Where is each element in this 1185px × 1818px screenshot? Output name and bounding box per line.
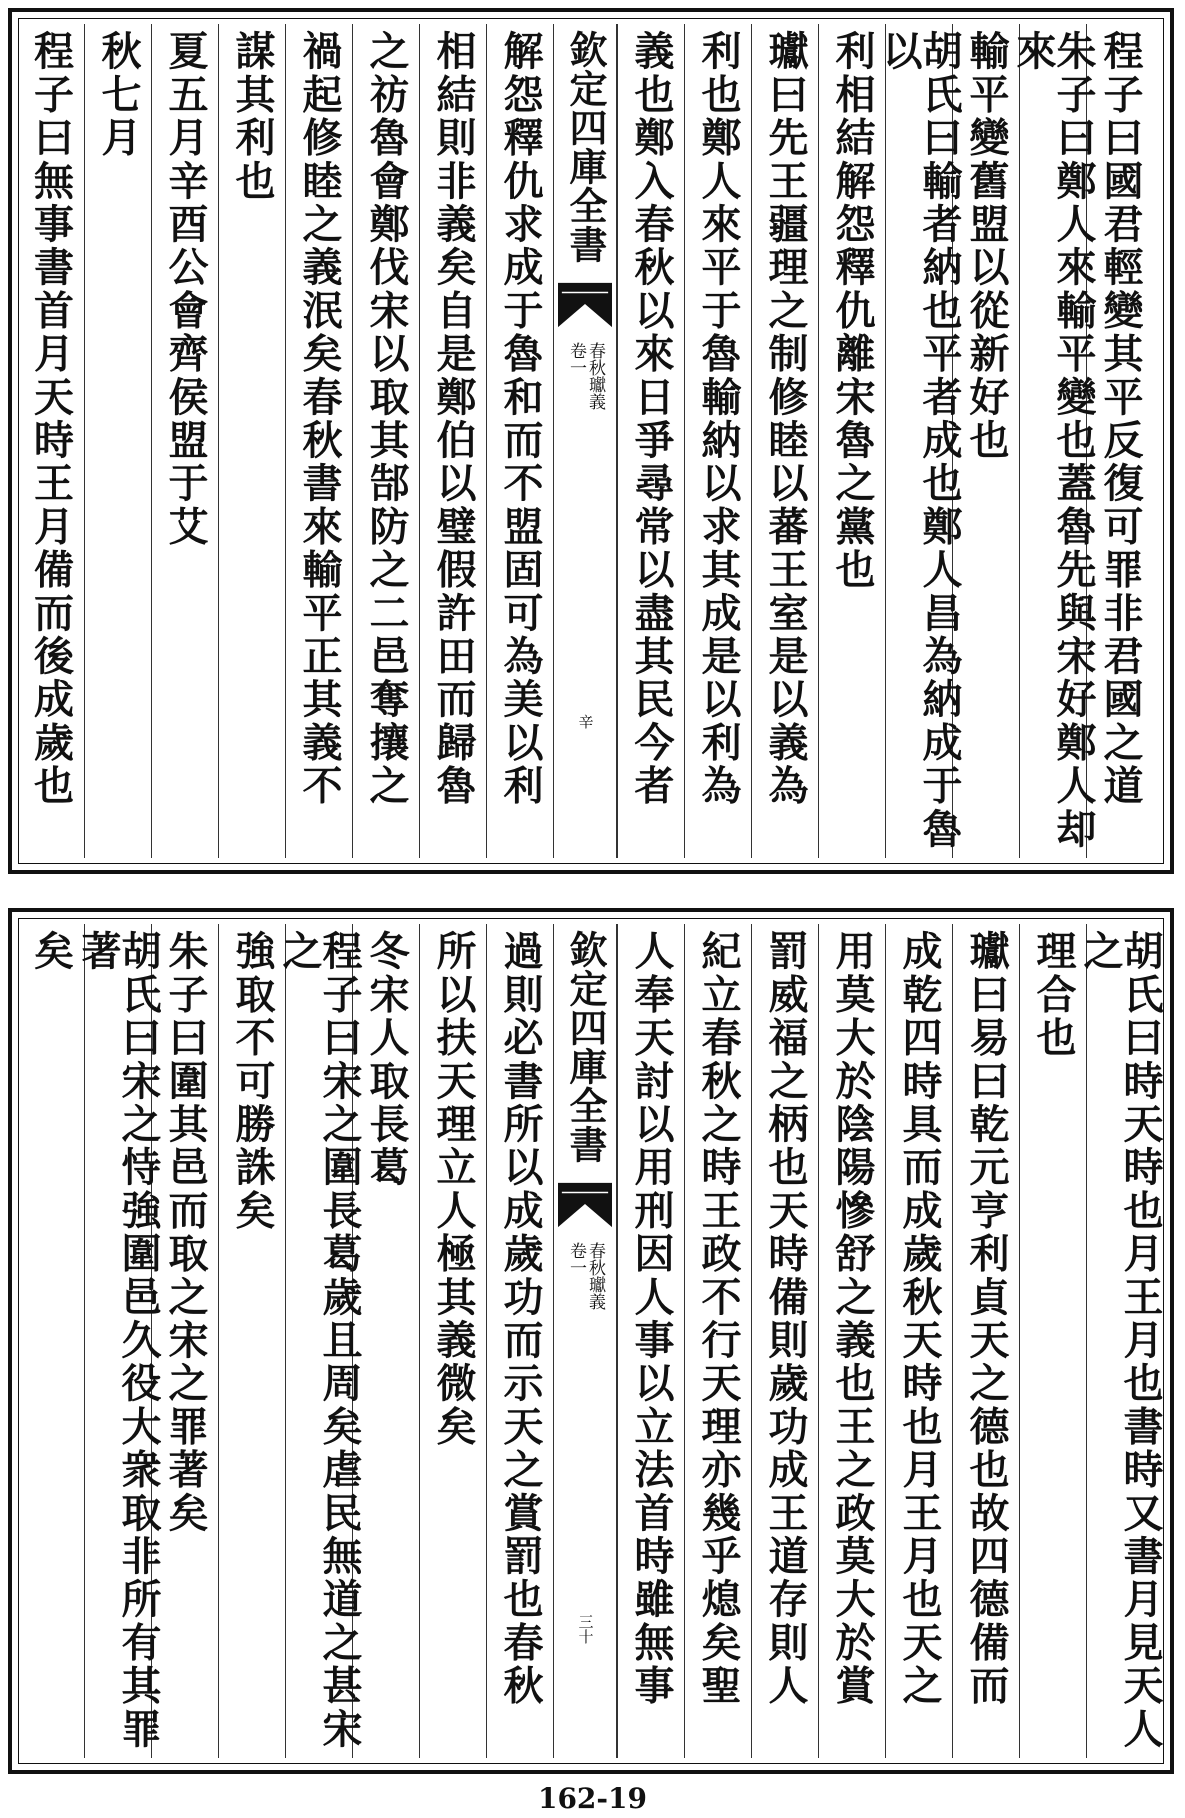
column-text: 解怨釋仇求成于魯和而不盟固可為美以利 (497, 30, 544, 808)
text-column (285, 24, 352, 858)
text-column (1019, 924, 1086, 1758)
column-text: 義也鄭入春秋以來日爭尋常以盡其民今者 (628, 30, 675, 808)
column-text: 胡氏曰宋之恃強圍邑久役大衆取非所有其罪著 (75, 930, 162, 1751)
text-column (352, 24, 419, 858)
column-text: 瓛曰先王疆理之制修睦以蕃王室是以義為 (762, 30, 809, 808)
text-column (276, 924, 363, 1758)
column-text: 冬宋人取長葛 (363, 930, 410, 1190)
text-column (751, 924, 818, 1758)
column-text: 用莫大於陰陽慘舒之義也王之政莫大於賞 (829, 930, 876, 1708)
text-column (419, 24, 486, 858)
column-text: 胡氏曰時天時也月王月也書時又書月見天人之 (1077, 930, 1164, 1751)
column-text: 朱子曰鄭人來輸平變也蓋魯先與宋好鄭人却來 (1010, 30, 1097, 851)
column-text: 秋七月 (95, 30, 142, 160)
text-column (17, 924, 84, 1758)
text-column (84, 24, 151, 858)
column-text: 程子曰國君輕變其平反復可罪非君國之道 (1097, 30, 1144, 808)
text-column (419, 924, 486, 1758)
column-text: 程子曰無事書首月天時王月備而後成歲也 (27, 30, 75, 808)
column-text: 人奉天討以用刑因人事以立法首時雖無事 (628, 930, 675, 1708)
fish-tail-mark-icon (558, 1182, 612, 1228)
text-column (818, 24, 885, 858)
column-text: 紀立春秋之時王政不行天理亦幾乎熄矣聖 (695, 930, 742, 1708)
column-text: 利也鄭人來平于魯輸納以求其成是以利為 (695, 30, 742, 808)
column-text: 罰威福之柄也天時備則歲功成王道存則人 (762, 930, 809, 1708)
column-text: 朱子曰圍其邑而取之宋之罪著矣 (162, 930, 209, 1535)
text-column (952, 924, 1019, 1758)
text-column (684, 924, 751, 1758)
column-text: 成乾四時具而成歲秋天時也月王月也天之 (896, 930, 943, 1708)
book-name-label: 春秋瓛義 (585, 1242, 605, 1310)
text-column (1077, 924, 1164, 1758)
section-label (554, 1242, 616, 1310)
column-text: 禍起修睦之義泯矣春秋書來輸平正其義不 (296, 30, 343, 808)
text-column (218, 924, 285, 1758)
text-column (75, 924, 162, 1758)
page-top-body (24, 24, 1158, 858)
book-name-label: 春秋瓛義 (585, 342, 605, 410)
section-label (554, 342, 616, 410)
page-bottom (8, 908, 1174, 1774)
column-text: 輸平變舊盟以從新好也 (963, 30, 1010, 462)
page-number: 162-19 (537, 1782, 648, 1815)
text-column (684, 24, 751, 858)
folio-number: 三十 (576, 1614, 595, 1644)
column-text: 之祊魯會鄭伐宋以取其郜防之二邑奪攘之 (363, 30, 410, 808)
book-title: 欽定四庫全書 (563, 930, 608, 1164)
column-text: 謀其利也 (229, 30, 276, 203)
center-gutter (553, 24, 617, 858)
column-text: 矣 (27, 930, 75, 974)
text-column (818, 924, 885, 1758)
fish-tail-mark-icon (558, 282, 612, 328)
text-column (885, 924, 952, 1758)
column-text: 強取不可勝誅矣 (229, 930, 276, 1233)
column-text: 所以扶天理立人極其義微矣 (430, 930, 477, 1449)
folio-number: 辛 (576, 714, 595, 729)
page-bottom-body (24, 924, 1164, 1758)
column-text: 過則必書所以成歲功而示天之賞罰也春秋 (497, 930, 544, 1708)
text-column (1010, 24, 1097, 858)
text-column (617, 924, 684, 1758)
column-text: 程子曰宋之圍長葛歲且周矣虐民無道之甚宋之 (276, 930, 363, 1751)
text-column (486, 924, 553, 1758)
center-gutter (553, 924, 617, 1758)
volume-label: 卷一 (566, 1242, 586, 1276)
text-column (617, 24, 684, 858)
text-column (218, 24, 285, 858)
text-column (751, 24, 818, 858)
column-text: 理合也 (1030, 930, 1077, 1060)
text-column (876, 24, 963, 858)
column-text: 相結則非義矣自是鄭伯以璧假許田而歸魯 (430, 30, 477, 808)
column-text: 瓛曰易曰乾元亨利貞天之德也故四德備而 (963, 930, 1010, 1708)
text-column (17, 24, 84, 858)
text-column (151, 24, 218, 858)
column-text: 夏五月辛酉公會齊侯盟于艾 (162, 30, 209, 549)
page-top (8, 8, 1174, 874)
text-column (486, 24, 553, 858)
book-title: 欽定四庫全書 (563, 30, 608, 264)
volume-label: 卷一 (566, 342, 586, 376)
column-text: 利相結解怨釋仇離宋魯之黨也 (829, 30, 876, 592)
column-text: 胡氏曰輸者納也平者成也鄭人昌為納成于魯以 (876, 30, 963, 851)
